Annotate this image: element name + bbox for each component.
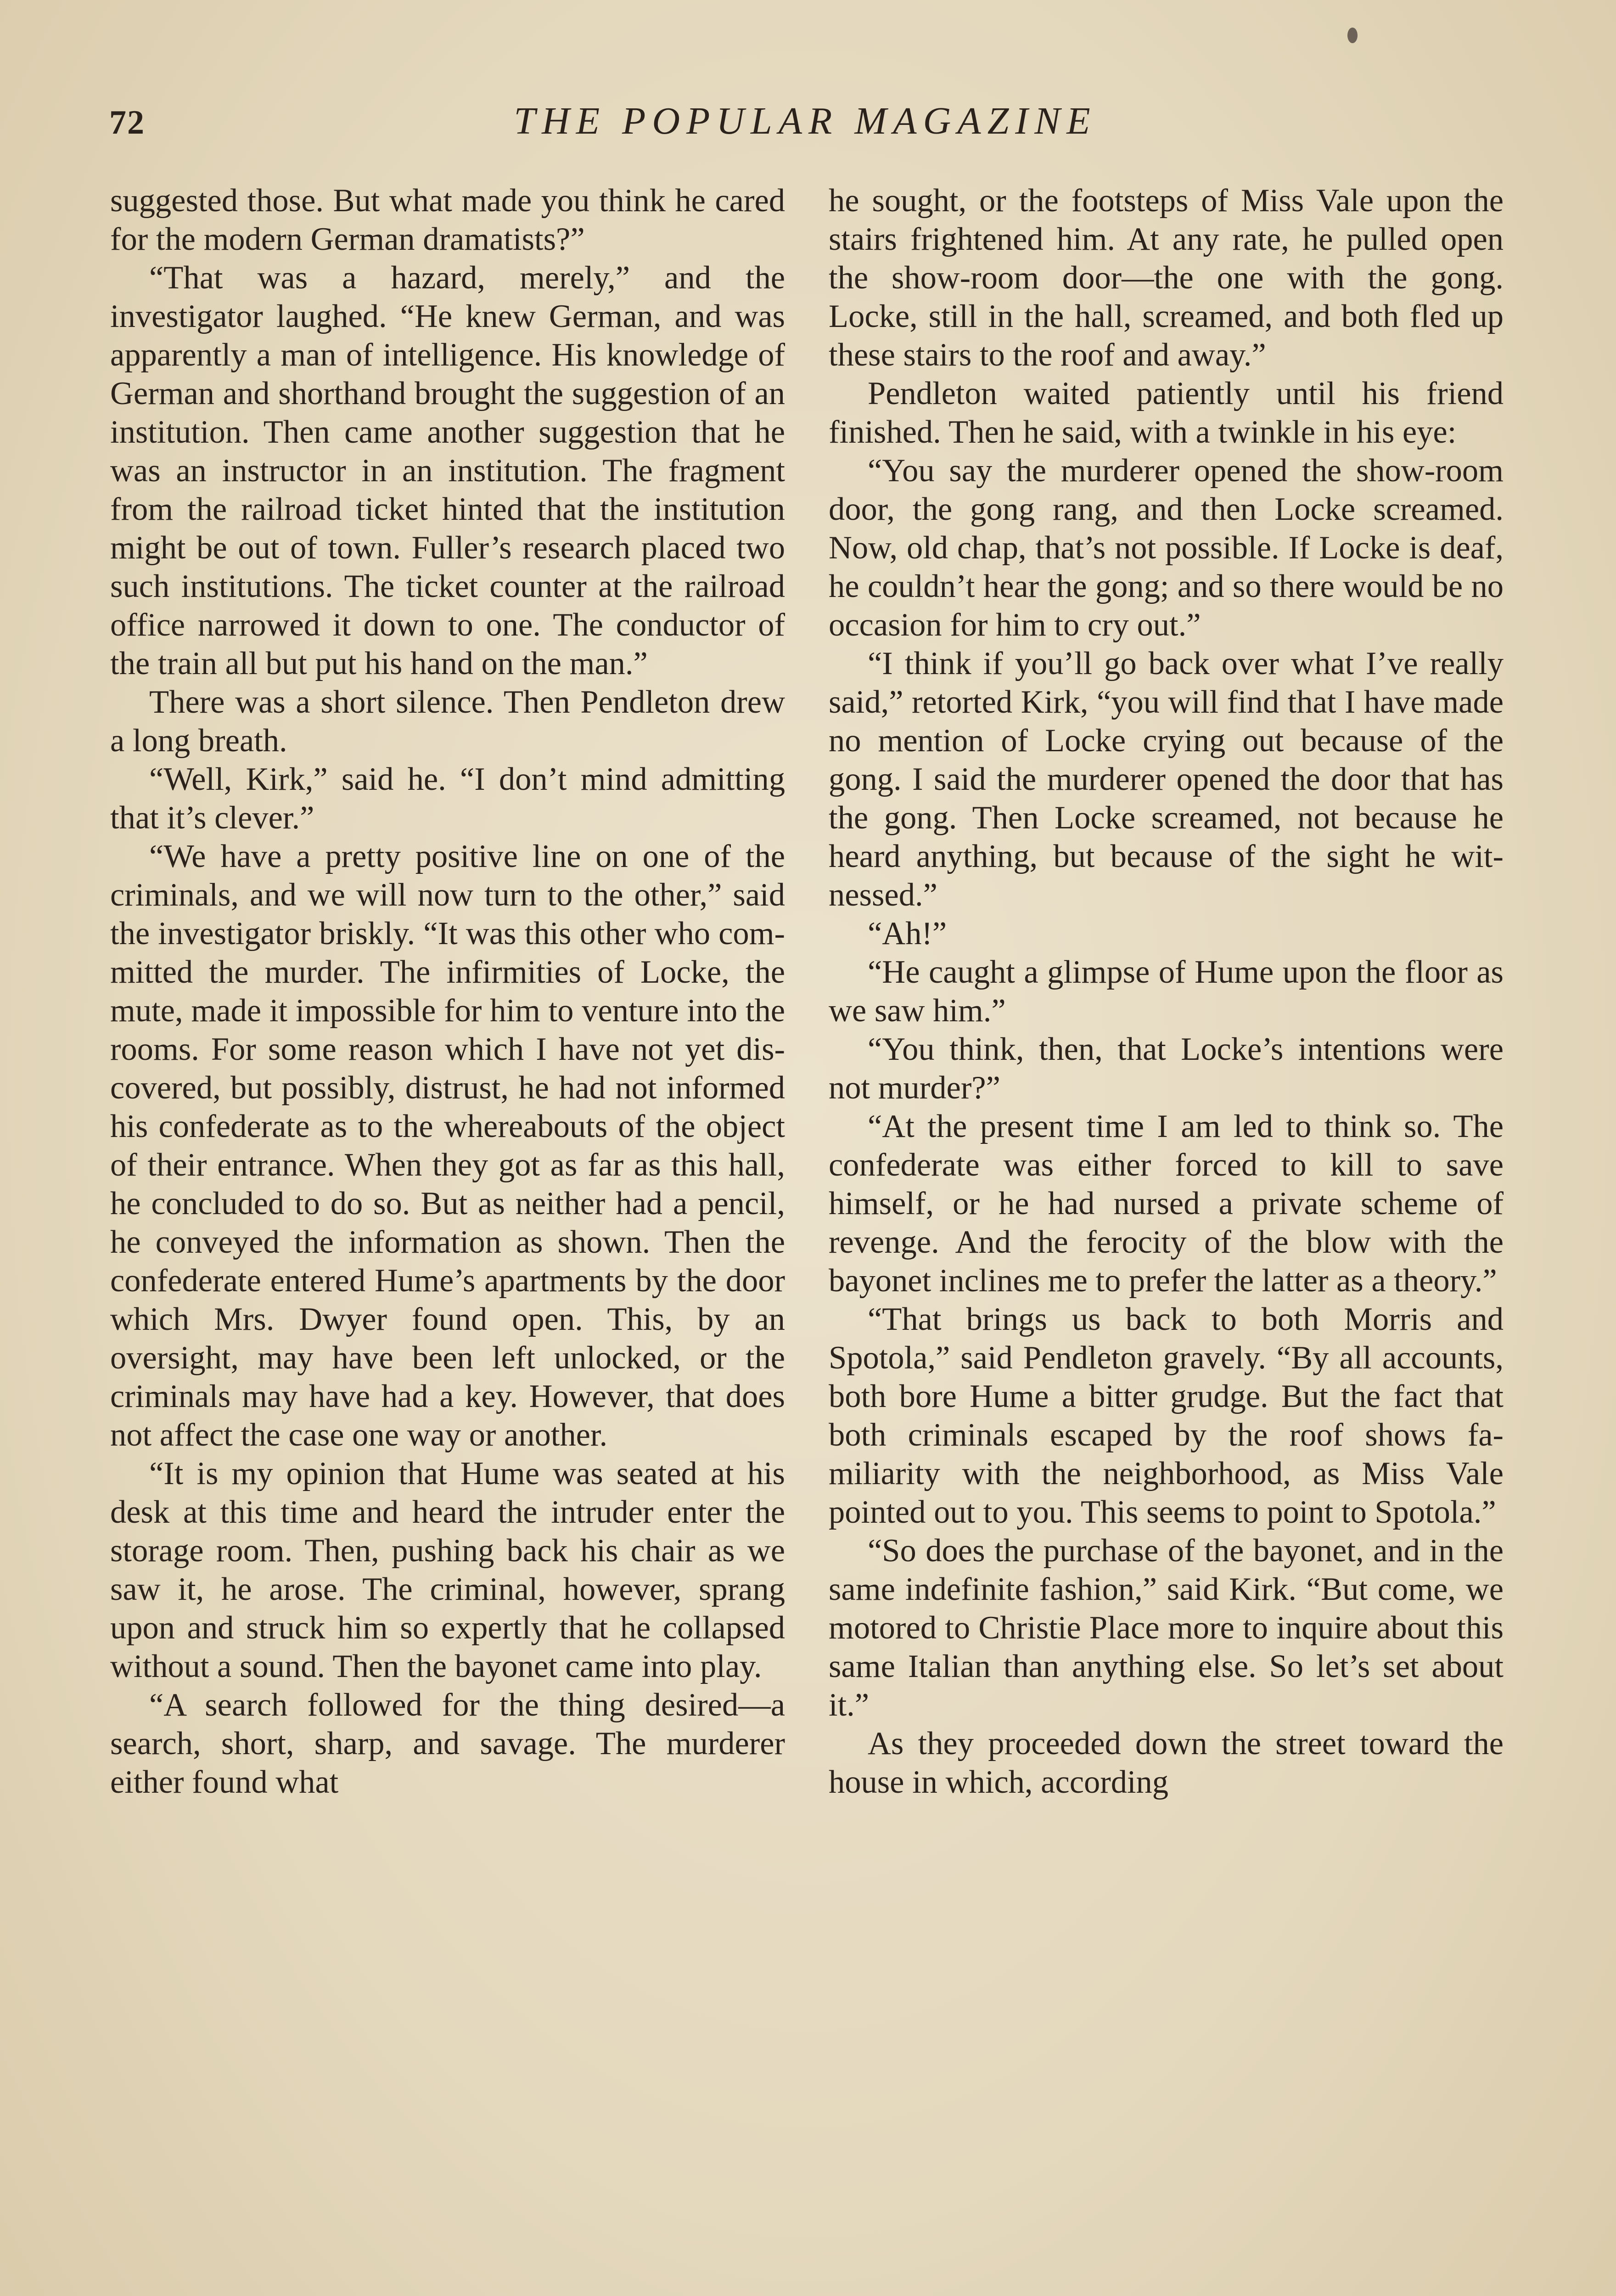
paragraph: suggested those. But what made you think he cared for the modern German dramatists?” <box>110 183 785 257</box>
paragraph: There was a short silence. Then Pendleton drew a long breath. <box>110 684 785 759</box>
page-header <box>109 99 1501 149</box>
paragraph: As they proceeded down the street toward the house in which, according <box>829 1726 1504 1800</box>
paragraph: “You think, then, that Locke’s intentions were not murder?” <box>829 1031 1504 1106</box>
running-title: THE POPULAR MAGAZINE <box>514 100 1097 142</box>
paragraph: “That was a hazard, merely,” and the investigator laughed. “He knew German, and was apparently a man of intelligence. His knowledge of German and shorthand brought the suggestion of an institution. Then came another suggestion that he was an instructor in an institution. The fragment from the railroad ticket hinted that the institution might be out of town. Fuller’s research placed two such institutions. The ticket counter at the railroad office narrowed it down to one. The conductor of the train all but put his hand on the man.” <box>110 260 785 681</box>
page-number: 72 <box>109 104 145 141</box>
paragraph: Pendleton waited patiently until his friend finished. Then he said, with a twinkle in his eye: <box>829 376 1504 450</box>
paragraph: “Ah!” <box>868 916 947 951</box>
paragraph: “At the present time I am led to think so. The confederate was either forced to kill to save himself, or he had nursed a private scheme of revenge. And the ferocity of the blow with the bayonet inclines me to prefer the latter as a theory.” <box>829 1109 1504 1299</box>
paragraph: he sought, or the footsteps of Miss Vale upon the stairs frightened him. At any rate, he pulled open the show-room door—the one with the gong. Locke, still in the hall, screamed, and both fled up these stairs to the roof and away.” <box>829 183 1504 373</box>
right-column <box>829 181 1504 1801</box>
paragraph: “We have a pretty positive line on one of the criminals, and we will now turn to the other,” said the investigator briskly. “It was this other who committed the murder. The infirmities of Locke, the mute, made it impossible for him to venture into the rooms. For some reason which I have not yet discovered, but possibly, distrust, he had not informed his confederate as to the whereabouts of the object of their entrance. When they got as far as this hall, he concluded to do so. But as neither had a pencil, he conveyed the information as shown. Then the confederate entered Hume’s apartments by the door which Mrs. Dwyer found open. This, by an oversight, may have been left unlocked, or the criminals may have had a key. However, that does not affect the case one way or another. <box>110 838 785 1453</box>
paragraph: “Well, Kirk,” said he. “I don’t mind admitting that it’s clever.” <box>110 761 785 836</box>
paragraph: “He caught a glimpse of Hume upon the floor as we saw him.” <box>829 954 1504 1029</box>
paragraph: “I think if you’ll go back over what I’ve really said,” retorted Kirk, “you will find that I have made no mention of Locke crying out because of the gong. I said the murderer opened the door that has the gong. Then Locke screamed, not because he heard anything, but because of the sight he witnessed.” <box>829 646 1504 913</box>
paragraph: “You say the murderer opened the show-room door, the gong rang, and then Locke screamed. Now, old chap, that’s not possible. If Locke is deaf, he couldn’t hear the gong; and so there would be no occasion for him to cry out.” <box>829 453 1504 643</box>
paragraph: “That brings us back to both Morris and Spotola,” said Pendleton gravely. “By all accounts, both bore Hume a bitter grudge. But the fact that both criminals escaped by the roof shows familiarity with the neighborhood, as Miss Vale pointed out to you. This seems to point to Spotola.” <box>829 1301 1504 1530</box>
left-column <box>110 181 785 1801</box>
ink-speck <box>1347 28 1358 43</box>
paragraph: “It is my opinion that Hume was seated at his desk at this time and heard the intruder enter the storage room. Then, pushing back his chair as we saw it, he arose. The criminal, however, sprang upon and struck him so expertly that he collapsed without a sound. Then the bayonet came into play. <box>110 1456 785 1684</box>
paragraph: “So does the purchase of the bayonet, and in the same indefinite fashion,” said Kirk. “But come, we motored to Christie Place more to inquire about this same Italian than anything else. So let’s set about it.” <box>829 1533 1504 1723</box>
paragraph: “A search followed for the thing desired—a search, short, sharp, and savage. The murderer either found what <box>110 1687 785 1800</box>
